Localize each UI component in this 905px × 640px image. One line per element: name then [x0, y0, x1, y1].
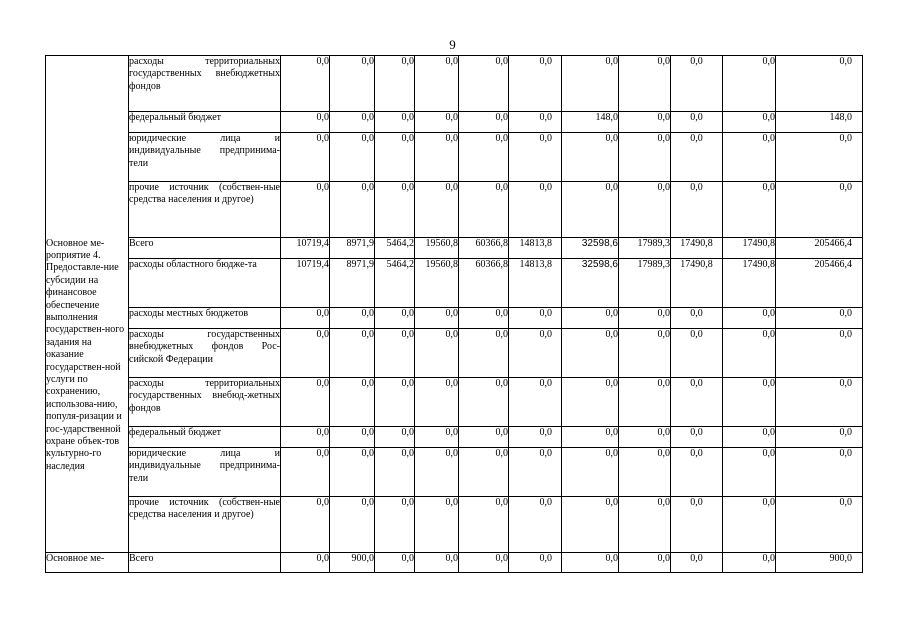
value-cell: 60366,8 [459, 259, 509, 308]
table-row [46, 238, 863, 259]
value-cell: 0,0 [619, 427, 671, 448]
value-cell: 0,0 [459, 497, 509, 553]
value-cell: 0,0 [415, 378, 459, 427]
value-cell: 0,0 [671, 553, 723, 573]
value-cell: 0,0 [509, 329, 562, 378]
value-cell: 14813,8 [509, 238, 562, 259]
value-cell: 0,0 [619, 308, 671, 329]
value-cell: 0,0 [619, 553, 671, 573]
value-cell: 0,0 [415, 133, 459, 182]
table-row [46, 427, 863, 448]
value-cell: 0,0 [723, 182, 776, 238]
table-row [46, 448, 863, 497]
value-cell: 0,0 [375, 329, 415, 378]
value-cell: 0,0 [671, 448, 723, 497]
value-cell: 0,0 [330, 378, 375, 427]
value-cell: 0,0 [459, 133, 509, 182]
value-cell: 0,0 [509, 112, 562, 133]
value-cell: 205466,4 [776, 259, 863, 308]
value-cell: 0,0 [509, 553, 562, 573]
value-cell: 0,0 [459, 182, 509, 238]
table-row [46, 133, 863, 182]
value-cell: 0,0 [723, 133, 776, 182]
value-cell: 5464,2 [375, 259, 415, 308]
value-cell: 10719,4 [281, 238, 330, 259]
value-cell: 0,0 [509, 427, 562, 448]
value-cell: 17989,3 [619, 238, 671, 259]
value-cell: 900,0 [776, 553, 863, 573]
value-cell: 0,0 [562, 329, 619, 378]
value-cell: 0,0 [776, 182, 863, 238]
value-cell: 0,0 [281, 56, 330, 112]
value-cell: 0,0 [619, 133, 671, 182]
value-cell: 0,0 [619, 182, 671, 238]
value-cell: 0,0 [459, 56, 509, 112]
value-cell: 0,0 [375, 497, 415, 553]
value-cell: 0,0 [562, 553, 619, 573]
value-cell: 0,0 [619, 448, 671, 497]
value-cell: 0,0 [776, 329, 863, 378]
value-cell: 0,0 [459, 308, 509, 329]
value-cell: 0,0 [281, 497, 330, 553]
value-cell: 0,0 [776, 448, 863, 497]
value-cell: 0,0 [459, 427, 509, 448]
value-cell: 0,0 [375, 182, 415, 238]
value-cell: 0,0 [776, 427, 863, 448]
value-cell: 148,0 [562, 112, 619, 133]
value-cell: 0,0 [671, 497, 723, 553]
table-row [46, 497, 863, 553]
value-cell: 0,0 [415, 427, 459, 448]
page-number: 9 [449, 37, 456, 52]
table-row [46, 56, 863, 112]
budget-table [45, 55, 863, 573]
value-cell: 0,0 [330, 448, 375, 497]
funding-source-label: федеральный бюджет [129, 112, 281, 133]
value-cell: 0,0 [281, 329, 330, 378]
value-cell: 0,0 [281, 112, 330, 133]
value-cell: 0,0 [619, 112, 671, 133]
value-cell: 0,0 [562, 448, 619, 497]
value-cell: 205466,4 [776, 238, 863, 259]
measure-4-title: Основное ме-роприятие 4. Предоставле-ние субсидии на финансовое обеспечение выполнения государствен-ного задания на оказание государствен-ной услуги по сохранению, использова-нию, популя-ризации и гос-ударственной охране объек-тов культурно-го наследия [46, 238, 129, 553]
value-cell: 0,0 [671, 427, 723, 448]
value-cell: 0,0 [509, 308, 562, 329]
value-cell: 0,0 [723, 308, 776, 329]
value-cell: 32598,6 [562, 238, 619, 259]
value-cell: 17989,3 [619, 259, 671, 308]
value-cell: 900,0 [330, 553, 375, 573]
value-cell: 5464,2 [375, 238, 415, 259]
value-cell: 0,0 [671, 378, 723, 427]
value-cell: 0,0 [375, 553, 415, 573]
funding-source-label: Всего [129, 238, 281, 259]
value-cell: 0,0 [459, 448, 509, 497]
value-cell: 0,0 [723, 553, 776, 573]
value-cell: 0,0 [509, 133, 562, 182]
value-cell: 148,0 [776, 112, 863, 133]
value-cell: 0,0 [330, 182, 375, 238]
value-cell: 0,0 [375, 56, 415, 112]
funding-source-label: прочие источник (собствен-ные средства населения и другое) [129, 497, 281, 553]
value-cell: 0,0 [562, 427, 619, 448]
value-cell: 0,0 [671, 308, 723, 329]
value-cell: 0,0 [330, 329, 375, 378]
value-cell: 0,0 [619, 56, 671, 112]
value-cell: 0,0 [281, 182, 330, 238]
table-row [46, 329, 863, 378]
value-cell: 8971,9 [330, 238, 375, 259]
value-cell: 0,0 [723, 378, 776, 427]
value-cell: 0,0 [562, 497, 619, 553]
value-cell: 0,0 [509, 378, 562, 427]
value-cell: 0,0 [415, 553, 459, 573]
measure-5-title: Основное ме- [46, 553, 129, 573]
value-cell: 0,0 [330, 133, 375, 182]
funding-source-label: юридические лица и индивидуальные предпринима-тели [129, 448, 281, 497]
table-row [46, 553, 863, 573]
value-cell: 0,0 [415, 448, 459, 497]
value-cell: 0,0 [281, 308, 330, 329]
value-cell: 0,0 [509, 448, 562, 497]
value-cell: 0,0 [281, 133, 330, 182]
value-cell: 0,0 [562, 378, 619, 427]
value-cell: 0,0 [509, 182, 562, 238]
value-cell: 0,0 [723, 497, 776, 553]
table-row [46, 259, 863, 308]
value-cell: 0,0 [330, 308, 375, 329]
funding-source-label: федеральный бюджет [129, 427, 281, 448]
value-cell: 8971,9 [330, 259, 375, 308]
value-cell: 19560,8 [415, 259, 459, 308]
value-cell: 0,0 [776, 56, 863, 112]
value-cell: 0,0 [330, 112, 375, 133]
value-cell: 0,0 [562, 182, 619, 238]
funding-source-label: расходы территориальных государственных внебюд-жетных фондов [129, 378, 281, 427]
funding-source-label: расходы территориальных государственных внебюджетных фондов [129, 56, 281, 112]
value-cell: 14813,8 [509, 259, 562, 308]
value-cell: 0,0 [330, 427, 375, 448]
value-cell: 19560,8 [415, 238, 459, 259]
funding-source-label: расходы государственных внебюджетных фондов Рос-сийской Федерации [129, 329, 281, 378]
value-cell: 0,0 [415, 112, 459, 133]
value-cell: 0,0 [375, 133, 415, 182]
table-row [46, 112, 863, 133]
value-cell: 0,0 [619, 378, 671, 427]
value-cell: 0,0 [375, 308, 415, 329]
value-cell: 0,0 [671, 56, 723, 112]
value-cell: 0,0 [723, 427, 776, 448]
value-cell: 0,0 [562, 133, 619, 182]
value-cell: 0,0 [776, 497, 863, 553]
value-cell: 0,0 [375, 112, 415, 133]
value-cell: 10719,4 [281, 259, 330, 308]
value-cell: 0,0 [415, 182, 459, 238]
value-cell: 17490,8 [671, 238, 723, 259]
value-cell: 0,0 [509, 56, 562, 112]
value-cell: 0,0 [415, 56, 459, 112]
value-cell: 0,0 [671, 329, 723, 378]
value-cell: 0,0 [281, 427, 330, 448]
value-cell: 0,0 [671, 182, 723, 238]
value-cell: 60366,8 [459, 238, 509, 259]
value-cell: 0,0 [375, 448, 415, 497]
value-cell: 17490,8 [723, 238, 776, 259]
value-cell: 0,0 [776, 308, 863, 329]
value-cell: 0,0 [281, 553, 330, 573]
value-cell: 0,0 [330, 56, 375, 112]
table-row [46, 378, 863, 427]
value-cell: 0,0 [281, 378, 330, 427]
value-cell: 0,0 [459, 112, 509, 133]
value-cell: 0,0 [459, 329, 509, 378]
value-cell: 0,0 [459, 378, 509, 427]
value-cell: 0,0 [671, 112, 723, 133]
value-cell: 0,0 [415, 497, 459, 553]
value-cell: 0,0 [723, 56, 776, 112]
value-cell: 0,0 [281, 448, 330, 497]
value-cell: 0,0 [671, 133, 723, 182]
value-cell: 32598,6 [562, 259, 619, 308]
value-cell: 0,0 [415, 308, 459, 329]
value-cell: 0,0 [330, 497, 375, 553]
table-row [46, 182, 863, 238]
funding-source-label: расходы местных бюджетов [129, 308, 281, 329]
value-cell: 0,0 [723, 329, 776, 378]
value-cell: 0,0 [619, 497, 671, 553]
value-cell: 0,0 [619, 329, 671, 378]
value-cell: 17490,8 [671, 259, 723, 308]
funding-source-label: юридические лица и индивидуальные предпринима-тели [129, 133, 281, 182]
value-cell: 0,0 [509, 497, 562, 553]
value-cell: 0,0 [459, 553, 509, 573]
value-cell: 0,0 [723, 112, 776, 133]
value-cell: 0,0 [562, 56, 619, 112]
value-cell: 0,0 [776, 133, 863, 182]
funding-source-label: Всего [129, 553, 281, 573]
value-cell: 0,0 [375, 378, 415, 427]
funding-source-label: прочие источник (собствен-ные средства населения и другое) [129, 182, 281, 238]
value-cell: 0,0 [562, 308, 619, 329]
value-cell: 0,0 [415, 329, 459, 378]
value-cell: 0,0 [723, 448, 776, 497]
table-row [46, 308, 863, 329]
value-cell: 0,0 [776, 378, 863, 427]
value-cell: 0,0 [375, 427, 415, 448]
value-cell: 17490,8 [723, 259, 776, 308]
measure-cell-continued [46, 56, 129, 238]
funding-source-label: расходы областного бюдже-та [129, 259, 281, 308]
